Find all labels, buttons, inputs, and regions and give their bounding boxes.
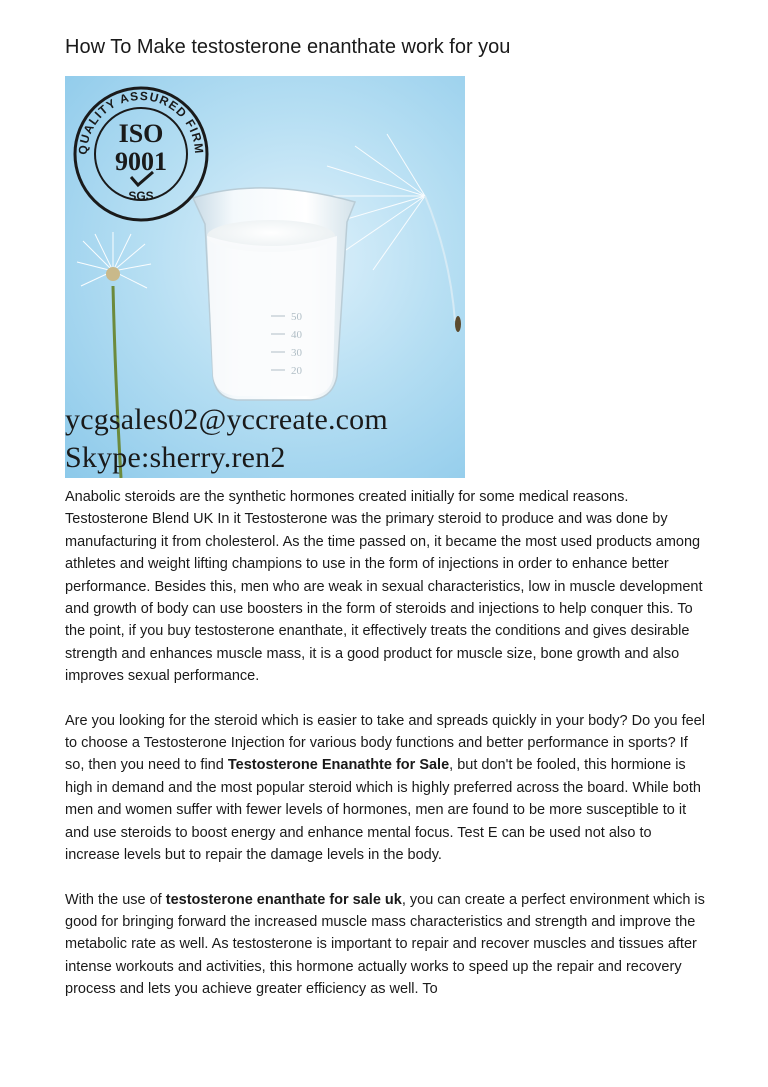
bold-keyword: Testosterone Enanathte for Sale	[227, 757, 450, 774]
text-run: Are you looking for the steroid which is easier to take and spreads quickly in your body? Do you feel to choose a Testosterone Injection for various body functions and better performance in sports? If so, then you need to find	[65, 712, 705, 774]
product-photo	[65, 76, 465, 478]
article-body	[65, 486, 710, 1023]
caption-email: ycgsales02@yccreate.com	[65, 403, 388, 436]
beaker-mark: 20	[291, 365, 302, 377]
seal-ring-text: QUALITY ASSURED FIRM	[75, 88, 207, 156]
text-run: , you can create a perfect environment which is good for bringing forward the increased muscle mass characteristics and strength and improve the metabolic rate as well. As testosterone is important to repair and recover muscles and tissues after intense workouts and activities, this hormone actually works to speed up the repair and recovery process and lets you achieve greater efficiency as well. To	[65, 891, 705, 998]
beaker-mark: 50	[291, 311, 302, 323]
page-title: How To Make testosterone enanthate work for you	[65, 36, 511, 58]
iso-seal	[75, 88, 207, 220]
caption-skype: Skype:sherry.ren2	[65, 441, 286, 474]
text-run: Anabolic steroids are the synthetic hormones created initially for some medical reasons. Testosterone Blend UK In it Testosterone was the primary steroid to produce and was done by manufacturing it from cholesterol. As the time passed on, it became the most used products among athletes and weight lifting champions to use in the form of injections in order to enhance better performance. Besides this, men who are weak in sexual characteristics, low in muscle development and growth of body can use boosters in the form of steroids and injections to help conquer this. To the point, if you buy testosterone enanthate, it effectively treats the conditions and gives desirable strength and enhances muscle mass, it is a good product for muscle size, bone growth and also improves sexual performance.	[65, 489, 703, 685]
paragraph	[65, 889, 710, 1001]
bold-keyword: testosterone enanthate for sale uk	[165, 891, 402, 908]
text-run: , but don't be fooled, this hormione is high in demand and the most popular steroid which is highly preferred across the board. While both men and women suffer with fewer levels of hormones, men are found to be more susceptible to it and use steroids to boost energy and enhance mental focus. Test E can be used not also to increase levels but to repair the damage levels in the body.	[65, 757, 701, 864]
beaker-mark: 40	[291, 329, 302, 341]
beaker	[193, 188, 355, 400]
seal-iso-text: ISO	[118, 119, 164, 148]
paragraph	[65, 710, 710, 867]
beaker-mark: 30	[291, 347, 302, 359]
seed	[455, 316, 461, 332]
seal-brand-text: SGS	[128, 189, 154, 203]
paragraph	[65, 486, 710, 688]
seal-number-text: 9001	[115, 147, 167, 176]
text-run: With the use of	[65, 891, 166, 908]
